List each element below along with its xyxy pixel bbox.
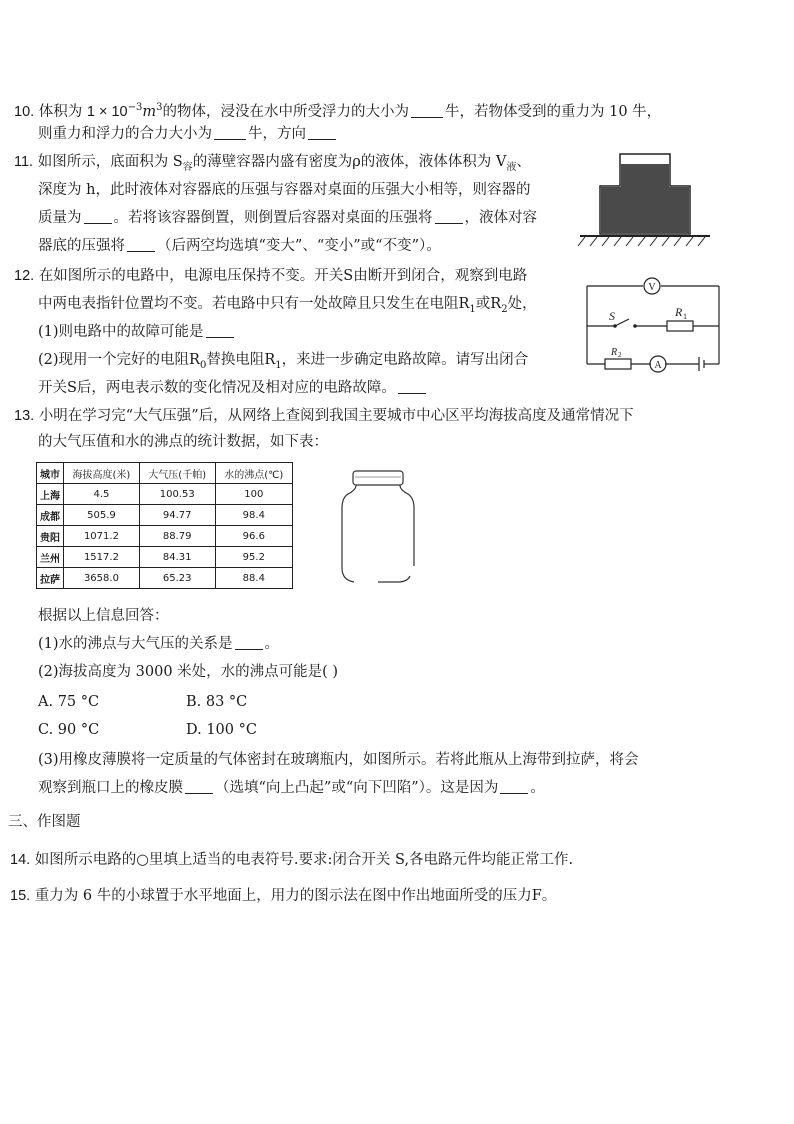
table-row: 成都 505.9 94.77 98.4: [37, 505, 293, 526]
q12-line1: 12. 在如图所示的电路中，电源电压保持不变。开关S由断开到闭合，观察到电路: [14, 268, 528, 284]
answer-blank: [500, 779, 528, 794]
answer-blank: [214, 125, 246, 140]
answer-blank: [435, 209, 463, 224]
q13-part2: (2)海拔高度为 3000 米处，水的沸点可能是( ): [38, 664, 339, 680]
table-row: 兰州 1517.2 84.31 95.2: [37, 547, 293, 568]
q11-line3: 质量为 。若将该容器倒置，则倒置后容器对桌面的压强将 ，液体对容: [38, 210, 537, 226]
answer-blank: [411, 103, 443, 118]
q13-answer-intro: 根据以上信息回答：: [38, 608, 169, 624]
option-a: A. 75 °C: [38, 694, 100, 710]
ammeter-icon: A: [654, 360, 662, 371]
q13-number: 13.: [14, 408, 35, 424]
section-title: 三、作图题: [8, 814, 81, 830]
q12-line3: (1)则电路中的故障可能是: [38, 322, 236, 342]
q12-line2: 中两电表指针位置均不变。若电路中只有一处故障且只发生在电阻$R_1$或$R_2$处，: [38, 296, 537, 315]
option-b: B. 83 °C: [186, 694, 248, 710]
q12-number: 12.: [14, 268, 35, 284]
q15-line: 15. 重力为 6 牛的小球置于水平地面上，用力的图示法在图中作出地面所受的压力F。: [10, 888, 557, 904]
option-c: C. 90 °C: [38, 722, 100, 738]
glass-jar-figure: [338, 468, 418, 588]
q12-line4: (2)现用一个完好的电阻$R_0$替换电阻$R_1$，来进一步确定电路故障。请写出闭合: [38, 352, 529, 371]
q11-line1: 11. 如图所示，底面积为 $S_容$的薄壁容器内盛有密度为ρ的液体，液体体积为 $V_液$、: [14, 154, 531, 173]
q14-number: 14.: [10, 852, 31, 868]
answer-blank: [185, 779, 213, 794]
q13-part1: (1)水的沸点与大气压的关系是 。: [38, 636, 280, 652]
q11-line2: 深度为 h，此时液体对容器底的压强与容器对桌面的压强大小相等，则容器的: [38, 182, 531, 198]
container-figure: [575, 148, 715, 256]
answer-blank: [84, 209, 112, 224]
answer-blank: [398, 379, 426, 394]
voltmeter-icon: V: [648, 282, 656, 293]
q12-line5: 开关S后，两电表示数的变化情况及相对应的电路故障。: [38, 378, 428, 398]
q15-number: 15.: [10, 888, 31, 904]
q11-line4: 器底的压强将 （后两空均选填“变大”、“变小”或“不变”）。: [38, 238, 441, 254]
r1-label: R: [675, 305, 683, 319]
svg-text:2: 2: [618, 351, 622, 359]
option-d: D. 100 °C: [186, 722, 257, 738]
answer-blank: [235, 635, 263, 650]
circuit-diagram: [585, 270, 725, 378]
q14-line: 14. 如图所示电路的○里填上适当的电表符号.要求:闭合开关 S,各电路元件均能正常工作.: [10, 852, 574, 868]
q11-number: 11.: [14, 154, 34, 170]
switch-label: S: [609, 309, 615, 323]
answer-blank: [206, 323, 234, 338]
table-row: 贵阳 1071.2 88.79 96.6: [37, 526, 293, 547]
q13-line1: 13. 小明在学习完“大气压强”后，从网络上查阅到我国主要城市中心区平均海拔高度及通常情况下: [14, 408, 634, 424]
table-row: 拉萨 3658.0 65.23 88.4: [37, 568, 293, 589]
q10-number: 10.: [14, 103, 35, 120]
answer-blank: [308, 125, 336, 140]
q10-line1: 10. 体积为 $1 \times 10^{-3}m^3$的物体，浸没在水中所受浮力的大小为 牛，若物体受到的重力为 10 牛，: [14, 102, 662, 120]
table-row: 上海 4.5 100.53 100: [37, 484, 293, 505]
answer-blank: [127, 237, 155, 252]
r2-label: R: [611, 347, 618, 358]
city-data-table: [36, 462, 293, 589]
q13-part3-line1: (3)用橡皮薄膜将一定质量的气体密封在玻璃瓶内，如图所示。若将此瓶从上海带到拉萨，将会: [38, 752, 639, 768]
q13-part3-line2: 观察到瓶口上的橡皮膜 （选填“向上凸起”或“向下凹陷”）。这是因为 。: [38, 780, 545, 796]
q10-line2: 则重力和浮力的合力大小为 牛，方向: [38, 124, 338, 144]
svg-text:1: 1: [683, 312, 687, 321]
q13-line2: 的大气压值和水的沸点的统计数据，如下表：: [38, 434, 328, 450]
table-header-row: 城市 海拔高度(米) 大气压(千帕) 水的沸点(℃): [37, 463, 293, 484]
